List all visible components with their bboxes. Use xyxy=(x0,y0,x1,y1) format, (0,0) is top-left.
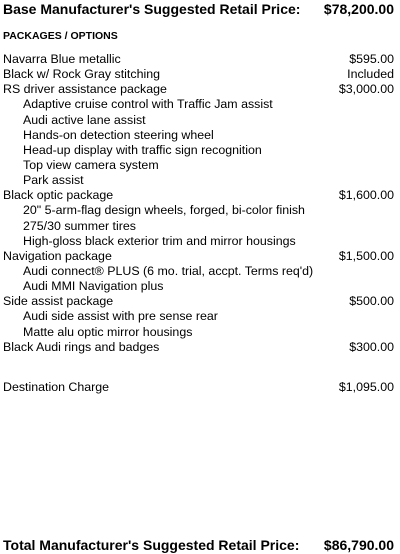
option-price: $1,500.00 xyxy=(338,248,394,263)
option-label: 20" 5-arm-flag design wheels, forged, bi-color finish xyxy=(23,203,305,218)
option-label: Black Audi rings and badges xyxy=(3,339,160,354)
base-price-value: $78,200.00 xyxy=(323,1,394,17)
base-price-label: Base Manufacturer's Suggested Retail Price: xyxy=(3,1,301,17)
base-price-row xyxy=(3,0,394,18)
option-price: $500.00 xyxy=(349,294,394,309)
option-feature-item xyxy=(3,158,394,173)
option-feature-item xyxy=(3,143,394,158)
option-price: $3,000.00 xyxy=(338,82,394,97)
option-feature-item xyxy=(3,97,394,112)
option-item xyxy=(3,188,394,203)
option-label: Audi MMI Navigation plus xyxy=(23,279,164,294)
option-feature-item xyxy=(3,309,394,324)
option-label: Top view camera system xyxy=(23,157,159,172)
option-label: Matte alu optic mirror housings xyxy=(23,324,193,339)
option-price: $595.00 xyxy=(349,52,394,66)
destination-charge-label: Destination Charge xyxy=(3,380,110,394)
option-feature-item xyxy=(3,173,394,188)
total-price-row xyxy=(3,536,394,554)
option-feature-item xyxy=(3,203,394,218)
option-item xyxy=(3,294,394,309)
option-price: $300.00 xyxy=(349,339,394,354)
option-label: Navarra Blue metallic xyxy=(3,52,121,66)
option-label: Audi connect® PLUS (6 mo. trial, accpt. Terms req'd) xyxy=(23,263,314,278)
option-feature-item xyxy=(3,325,394,340)
option-label: Head-up display with traffic sign recognition xyxy=(23,142,262,157)
options-list xyxy=(3,52,394,355)
option-label: Audi side assist with pre sense rear xyxy=(23,309,218,324)
option-feature-item xyxy=(3,264,394,279)
option-label: Hands-on detection steering wheel xyxy=(23,127,214,142)
option-label: Park assist xyxy=(23,173,84,188)
option-feature-item xyxy=(3,234,394,249)
option-item xyxy=(3,340,394,355)
option-label: Black w/ Rock Gray stitching xyxy=(3,67,160,82)
option-label: Adaptive cruise control with Traffic Jam assist xyxy=(23,97,273,112)
option-price: $1,600.00 xyxy=(338,188,394,203)
option-label: High-gloss black exterior trim and mirror housings xyxy=(23,233,296,248)
option-label: Navigation package xyxy=(3,248,112,263)
packages-options-heading: PACKAGES / OPTIONS xyxy=(3,30,118,42)
destination-charge-row xyxy=(3,380,394,395)
destination-charge-value: $1,095.00 xyxy=(338,380,394,394)
option-item xyxy=(3,67,394,82)
option-feature-item xyxy=(3,113,394,128)
option-feature-item xyxy=(3,219,394,234)
total-price-label: Total Manufacturer's Suggested Retail Price: xyxy=(3,537,300,553)
option-item xyxy=(3,52,394,67)
option-price: Included xyxy=(347,67,394,82)
option-label: Audi active lane assist xyxy=(23,112,146,127)
option-feature-item xyxy=(3,279,394,294)
option-label: Black optic package xyxy=(3,188,114,203)
option-label: Side assist package xyxy=(3,294,114,309)
option-feature-item xyxy=(3,128,394,143)
option-item xyxy=(3,82,394,97)
total-price-value: $86,790.00 xyxy=(323,537,394,553)
option-label: RS driver assistance package xyxy=(3,82,167,97)
option-label: 275/30 summer tires xyxy=(23,218,136,233)
option-item xyxy=(3,249,394,264)
